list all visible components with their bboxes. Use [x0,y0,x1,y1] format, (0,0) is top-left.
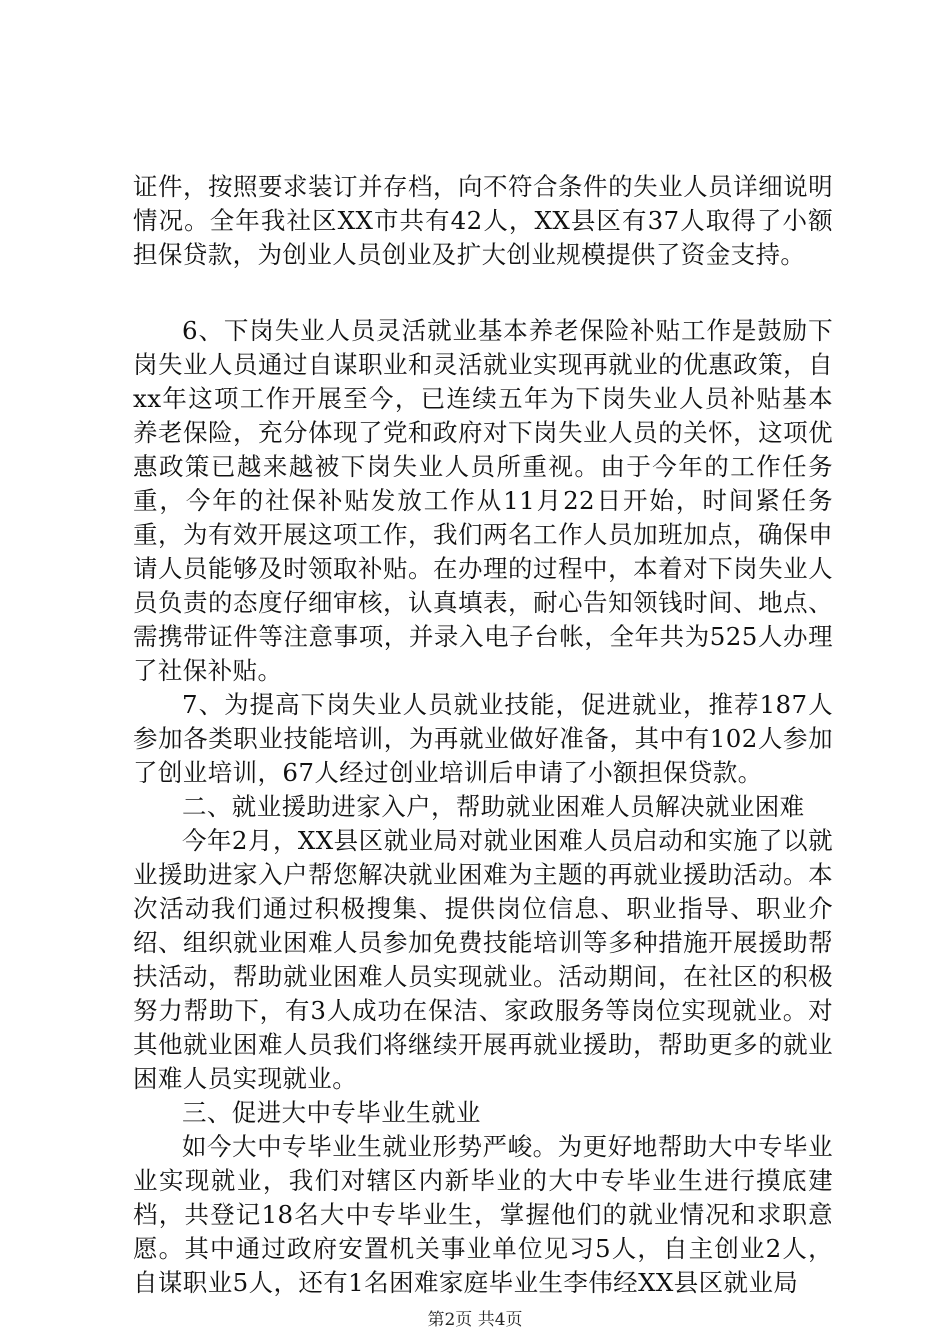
section-heading-2: 二、就业援助进家入户，帮助就业困难人员解决就业困难 [182,792,805,821]
paragraph-item-7: 7、为提高下岗失业人员就业技能，促进就业，推荐187人参加各类职业技能培训，为再就业做好准备，其中有102人参加了创业培训，67人经过创业培训后申请了小额担保贷款。 [133,690,833,787]
document-body [133,170,833,1300]
paragraph-gap [133,272,833,314]
paragraph-section-2-body: 今年2月，XX县区就业局对就业困难人员启动和实施了以就业援助进家入户帮您解决就业困难为主题的再就业援助活动。本次活动我们通过积极搜集、提供岗位信息、职业指导、职业介绍、组织就业困难人员参加免费技能培训等多种措施开展援助帮扶活动，帮助就业困难人员实现就业。活动期间，在社区的积极努力帮助下，有3人成功在保洁、家政服务等岗位实现就业。对其他就业困难人员我们将继续开展再就业援助，帮助更多的就业困难人员实现就业。 [133,826,833,1093]
section-heading-3: 三、促进大中专毕业生就业 [182,1098,481,1127]
paragraph-continuation: 证件，按照要求装订并存档，向不符合条件的失业人员详细说明情况。全年我社区XX市共有42人，XX县区有37人取得了小额担保贷款，为创业人员创业及扩大创业规模提供了资金支持。 [133,172,833,269]
paragraph-section-3-body: 如今大中专毕业生就业形势严峻。为更好地帮助大中专毕业业实现就业，我们对辖区内新毕业的大中专毕业生进行摸底建档，共登记18名大中专毕业生，掌握他们的就业情况和求职意愿。其中通过政府安置机关事业单位见习5人，自主创业2人，自谋职业5人，还有1名困难家庭毕业生李伟经XX县区就业局 [133,1132,833,1297]
paragraph-item-6: 6、下岗失业人员灵活就业基本养老保险补贴工作是鼓励下岗失业人员通过自谋职业和灵活就业实现再就业的优惠政策，自xx年这项工作开展至今，已连续五年为下岗失业人员补贴基本养老保险，充分体现了党和政府对下岗失业人员的关怀，这项优惠政策已越来越被下岗失业人员所重视。由于今年的工作任务重，今年的社保补贴发放工作从11月22日开始，时间紧任务重，为有效开展这项工作，我们两名工作人员加班加点，确保申请人员能够及时领取补贴。在办理的过程中，本着对下岗失业人员负责的态度仔细审核，认真填表，耐心告知领钱时间、地点、需携带证件等注意事项，并录入电子台帐，全年共为525人办理了社保补贴。 [133,316,833,685]
page-footer: 第2页 共4页 [427,1310,523,1330]
